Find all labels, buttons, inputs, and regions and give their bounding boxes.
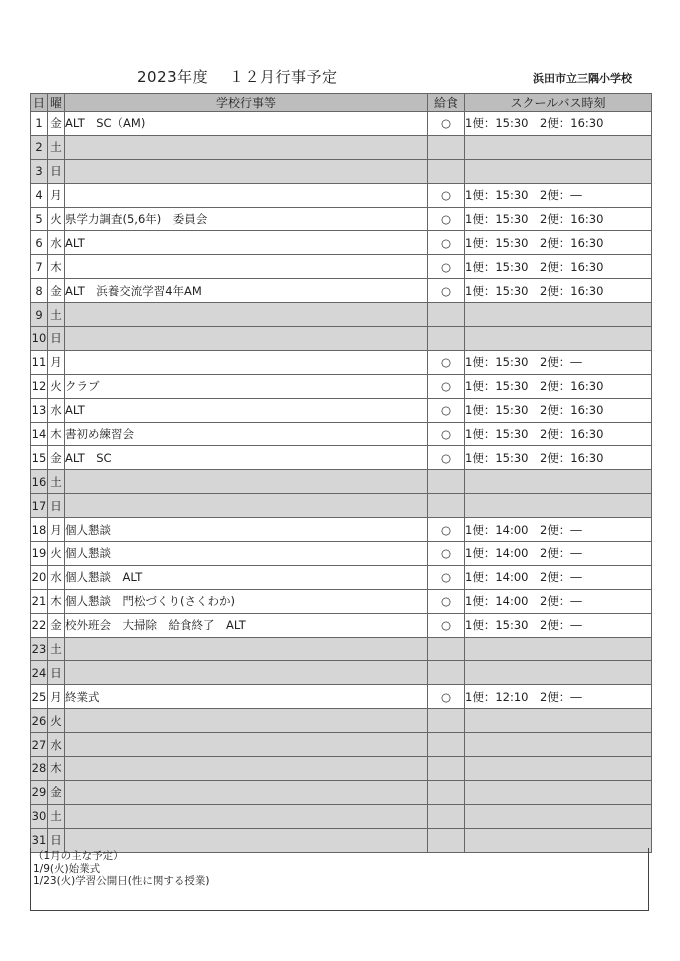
event-cell: 県学力調査(5,6年) 委員会: [65, 207, 428, 231]
weekday-cell: 日: [48, 828, 65, 852]
lunch-cell: [428, 637, 465, 661]
bus-time-cell: [465, 709, 652, 733]
table-row: [31, 279, 652, 303]
event-cell: 個人懇談: [65, 542, 428, 566]
lunch-cell: ○: [428, 613, 465, 637]
bus-time-cell: [465, 303, 652, 327]
weekday-cell: 金: [48, 112, 65, 136]
table-row: [31, 518, 652, 542]
bus-time-cell: 1便：14:00 2便：―: [465, 589, 652, 613]
lunch-cell: [428, 804, 465, 828]
notes-heading: （1月の主な予定）: [33, 850, 124, 862]
weekday-cell: 火: [48, 374, 65, 398]
lunch-cell: ○: [428, 446, 465, 470]
col-header-lunch: 給食: [428, 94, 465, 112]
weekday-cell: 土: [48, 804, 65, 828]
bus-time-cell: 1便：14:00 2便：―: [465, 565, 652, 589]
bus-time-cell: [465, 780, 652, 804]
lunch-cell: ○: [428, 565, 465, 589]
day-cell: 26: [31, 709, 48, 733]
lunch-cell: [428, 327, 465, 351]
day-cell: 10: [31, 327, 48, 351]
bus-time-cell: [465, 661, 652, 685]
event-cell: [65, 350, 428, 374]
lunch-cell: ○: [428, 255, 465, 279]
day-cell: 25: [31, 685, 48, 709]
lunch-cell: ○: [428, 589, 465, 613]
lunch-cell: [428, 709, 465, 733]
bus-time-cell: 1便：14:00 2便：―: [465, 518, 652, 542]
lunch-cell: [428, 757, 465, 781]
weekday-cell: 土: [48, 135, 65, 159]
day-cell: 1: [31, 112, 48, 136]
event-cell: [65, 135, 428, 159]
event-cell: 書初め練習会: [65, 422, 428, 446]
table-row: [31, 159, 652, 183]
weekday-cell: 土: [48, 470, 65, 494]
weekday-cell: 月: [48, 518, 65, 542]
lunch-cell: ○: [428, 231, 465, 255]
day-cell: 2: [31, 135, 48, 159]
event-cell: [65, 327, 428, 351]
weekday-cell: 金: [48, 279, 65, 303]
lunch-cell: ○: [428, 350, 465, 374]
lunch-cell: [428, 159, 465, 183]
event-cell: [65, 661, 428, 685]
bus-time-cell: [465, 637, 652, 661]
weekday-cell: 水: [48, 565, 65, 589]
event-cell: ALT SC: [65, 446, 428, 470]
day-cell: 29: [31, 780, 48, 804]
lunch-cell: ○: [428, 374, 465, 398]
table-row: [31, 374, 652, 398]
weekday-cell: 火: [48, 542, 65, 566]
bus-time-cell: [465, 135, 652, 159]
day-cell: 8: [31, 279, 48, 303]
col-header-bus: スクールバス時刻: [465, 94, 652, 112]
table-row: [31, 422, 652, 446]
weekday-cell: 火: [48, 207, 65, 231]
bus-time-cell: 1便：15:30 2便：16:30: [465, 207, 652, 231]
weekday-cell: 木: [48, 589, 65, 613]
weekday-cell: 水: [48, 733, 65, 757]
table-row: [31, 207, 652, 231]
bus-time-cell: 1便：15:30 2便：―: [465, 183, 652, 207]
event-cell: [65, 183, 428, 207]
bus-time-cell: 1便：15:30 2便：16:30: [465, 112, 652, 136]
lunch-cell: ○: [428, 279, 465, 303]
table-row: [31, 135, 652, 159]
bus-time-cell: 1便：15:30 2便：16:30: [465, 374, 652, 398]
lunch-cell: [428, 470, 465, 494]
event-cell: [65, 804, 428, 828]
event-cell: ALT: [65, 231, 428, 255]
day-cell: 14: [31, 422, 48, 446]
event-cell: [65, 757, 428, 781]
table-row: [31, 589, 652, 613]
event-cell: ALT SC（AM): [65, 112, 428, 136]
table-row: [31, 446, 652, 470]
notes-item: 1/23(火)学習公開日(性に関する授業): [33, 875, 210, 887]
day-cell: 27: [31, 733, 48, 757]
day-cell: 20: [31, 565, 48, 589]
event-cell: ALT: [65, 398, 428, 422]
table-row: [31, 661, 652, 685]
table-row: [31, 565, 652, 589]
lunch-cell: [428, 661, 465, 685]
event-cell: 終業式: [65, 685, 428, 709]
event-cell: [65, 637, 428, 661]
event-cell: 個人懇談: [65, 518, 428, 542]
day-cell: 24: [31, 661, 48, 685]
table-row: [31, 470, 652, 494]
page-title: 2023年度 １２月行事予定: [137, 68, 338, 86]
table-row: [31, 327, 652, 351]
day-cell: 18: [31, 518, 48, 542]
lunch-cell: ○: [428, 207, 465, 231]
weekday-cell: 日: [48, 159, 65, 183]
event-cell: クラブ: [65, 374, 428, 398]
day-cell: 16: [31, 470, 48, 494]
bus-time-cell: 1便：15:30 2便：16:30: [465, 398, 652, 422]
bus-time-cell: 1便：15:30 2便：16:30: [465, 231, 652, 255]
table-row: [31, 733, 652, 757]
table-row: [31, 398, 652, 422]
day-cell: 6: [31, 231, 48, 255]
bus-time-cell: 1便：15:30 2便：―: [465, 350, 652, 374]
weekday-cell: 金: [48, 613, 65, 637]
col-header-events: 学校行事等: [65, 94, 428, 112]
event-cell: 個人懇談 門松づくり(さくわか): [65, 589, 428, 613]
bus-time-cell: 1便：15:30 2便：―: [465, 613, 652, 637]
lunch-cell: ○: [428, 518, 465, 542]
day-cell: 28: [31, 757, 48, 781]
bus-time-cell: [465, 757, 652, 781]
event-cell: [65, 303, 428, 327]
day-cell: 13: [31, 398, 48, 422]
table-row: [31, 494, 652, 518]
bus-time-cell: [465, 494, 652, 518]
day-cell: 7: [31, 255, 48, 279]
lunch-cell: [428, 135, 465, 159]
event-cell: [65, 470, 428, 494]
school-name: 浜田市立三隅小学校: [533, 72, 632, 85]
lunch-cell: ○: [428, 112, 465, 136]
table-header-row: [31, 94, 652, 112]
day-cell: 19: [31, 542, 48, 566]
weekday-cell: 土: [48, 303, 65, 327]
table-row: [31, 780, 652, 804]
weekday-cell: 土: [48, 637, 65, 661]
table-row: [31, 804, 652, 828]
bus-time-cell: 1便：14:00 2便：―: [465, 542, 652, 566]
table-row: [31, 542, 652, 566]
bus-time-cell: [465, 470, 652, 494]
weekday-cell: 火: [48, 709, 65, 733]
table-row: [31, 637, 652, 661]
event-cell: [65, 780, 428, 804]
day-cell: 23: [31, 637, 48, 661]
bus-time-cell: 1便：12:10 2便：―: [465, 685, 652, 709]
weekday-cell: 水: [48, 398, 65, 422]
table-row: [31, 350, 652, 374]
table-row: [31, 183, 652, 207]
notes-item: 1/9(火)始業式: [33, 862, 101, 875]
event-cell: 個人懇談 ALT: [65, 565, 428, 589]
event-cell: [65, 159, 428, 183]
table-row: [31, 709, 652, 733]
lunch-cell: ○: [428, 398, 465, 422]
bus-time-cell: [465, 327, 652, 351]
event-cell: 校外班会 大掃除 給食終了 ALT: [65, 613, 428, 637]
lunch-cell: [428, 494, 465, 518]
lunch-cell: ○: [428, 685, 465, 709]
lunch-cell: ○: [428, 422, 465, 446]
table-row: [31, 757, 652, 781]
event-cell: [65, 494, 428, 518]
col-header-dow: 曜: [48, 94, 65, 112]
weekday-cell: 月: [48, 350, 65, 374]
table-row: [31, 303, 652, 327]
event-cell: [65, 255, 428, 279]
weekday-cell: 金: [48, 780, 65, 804]
weekday-cell: 木: [48, 422, 65, 446]
weekday-cell: 月: [48, 183, 65, 207]
weekday-cell: 水: [48, 231, 65, 255]
event-cell: ALT 浜養交流学習4年AM: [65, 279, 428, 303]
table-row: [31, 685, 652, 709]
event-cell: [65, 733, 428, 757]
weekday-cell: 日: [48, 661, 65, 685]
bus-time-cell: 1便：15:30 2便：16:30: [465, 422, 652, 446]
weekday-cell: 日: [48, 327, 65, 351]
day-cell: 17: [31, 494, 48, 518]
day-cell: 4: [31, 183, 48, 207]
day-cell: 9: [31, 303, 48, 327]
bus-time-cell: 1便：15:30 2便：16:30: [465, 446, 652, 470]
bus-time-cell: [465, 804, 652, 828]
weekday-cell: 木: [48, 757, 65, 781]
event-cell: [65, 709, 428, 733]
lunch-cell: [428, 780, 465, 804]
weekday-cell: 木: [48, 255, 65, 279]
lunch-cell: ○: [428, 542, 465, 566]
day-cell: 21: [31, 589, 48, 613]
day-cell: 22: [31, 613, 48, 637]
day-cell: 12: [31, 374, 48, 398]
bus-time-cell: [465, 159, 652, 183]
notes-box: [30, 848, 649, 911]
lunch-cell: ○: [428, 183, 465, 207]
day-cell: 30: [31, 804, 48, 828]
schedule-table: [30, 93, 652, 853]
table-row: [31, 255, 652, 279]
weekday-cell: 日: [48, 494, 65, 518]
day-cell: 15: [31, 446, 48, 470]
schedule-rows: [31, 112, 652, 853]
bus-time-cell: 1便：15:30 2便：16:30: [465, 279, 652, 303]
day-cell: 5: [31, 207, 48, 231]
lunch-cell: [428, 303, 465, 327]
lunch-cell: [428, 733, 465, 757]
table-row: [31, 613, 652, 637]
day-cell: 31: [31, 828, 48, 852]
table-row: [31, 112, 652, 136]
weekday-cell: 月: [48, 685, 65, 709]
day-cell: 11: [31, 350, 48, 374]
bus-time-cell: 1便：15:30 2便：16:30: [465, 255, 652, 279]
weekday-cell: 金: [48, 446, 65, 470]
day-cell: 3: [31, 159, 48, 183]
bus-time-cell: [465, 733, 652, 757]
col-header-day: 日: [31, 94, 48, 112]
table-row: [31, 231, 652, 255]
